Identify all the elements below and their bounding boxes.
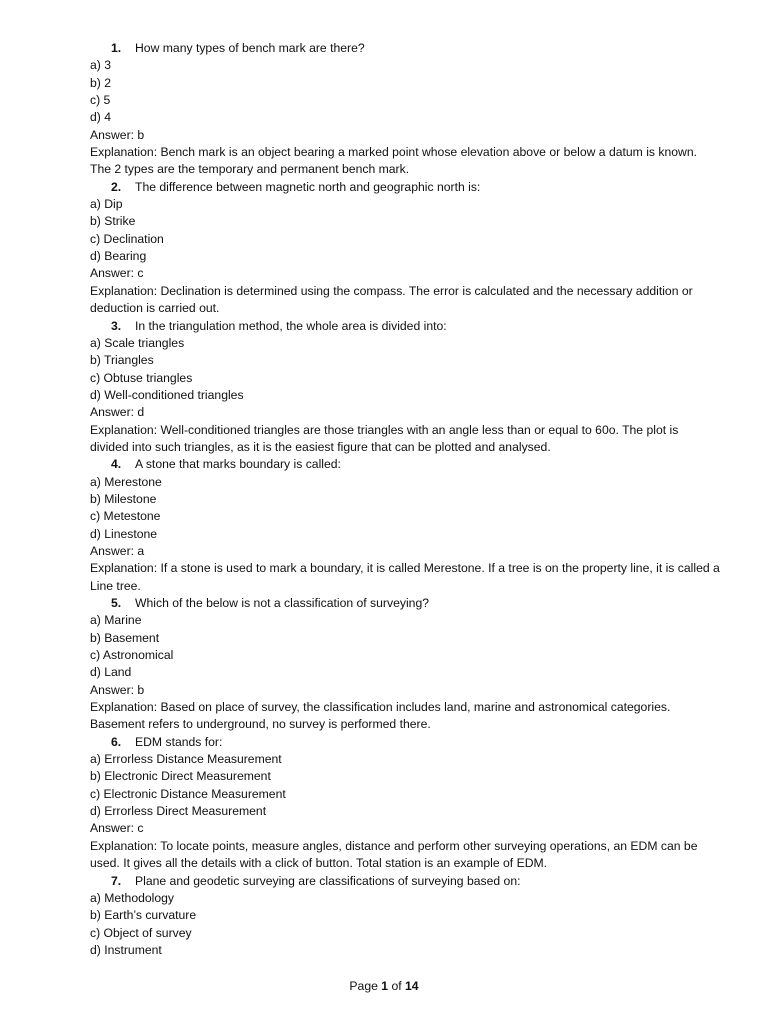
option-c: c) Declination	[90, 231, 164, 246]
question-line	[90, 40, 720, 57]
option-d: d) Instrument	[90, 942, 162, 957]
page-footer	[0, 978, 768, 995]
question-number: 2.	[111, 179, 122, 194]
option-b: b) Triangles	[90, 353, 154, 368]
page-of-label: of	[388, 979, 405, 993]
explanation-text: Explanation: To locate points, measure angles, distance and perform other surveying operations, an EDM can be used. It gives all the details with a click of button. Total station is an example of EDM.	[90, 838, 698, 871]
option-b: b) Electronic Direct Measurement	[90, 769, 271, 784]
answer-line: Answer: b	[90, 682, 145, 697]
option-a: a) Errorless Distance Measurement	[90, 752, 282, 767]
question-block	[90, 40, 720, 179]
explanation-text: Explanation: Declination is determined using the compass. The error is calculated and the necessary addition or deduction is carried out.	[90, 283, 693, 316]
document-page	[90, 40, 720, 959]
total-page-count: 14	[405, 979, 419, 993]
option-d: d) 4	[90, 110, 112, 125]
option-b: b) 2	[90, 75, 112, 90]
option-c: c) Object of survey	[90, 925, 192, 940]
explanation-text: Explanation: Bench mark is an object bearing a marked point whose elevation above or below a datum is known. The 2 types are the temporary and permanent bench mark.	[90, 145, 698, 177]
option-c: c) 5	[90, 93, 111, 108]
question-block	[90, 179, 720, 318]
question-number: 4.	[111, 457, 122, 472]
option-d: d) Linestone	[90, 526, 158, 541]
option-a: a) Marine	[90, 613, 142, 628]
question-block	[90, 595, 720, 734]
option-d: d) Errorless Direct Measurement	[90, 804, 267, 819]
question-line	[90, 318, 720, 335]
question-text: In the triangulation method, the whole area is divided into:	[135, 318, 447, 333]
option-d: d) Land	[90, 665, 132, 680]
option-a: a) 3	[90, 58, 112, 73]
question-block	[90, 734, 720, 873]
option-a: a) Merestone	[90, 474, 162, 489]
option-b: b) Basement	[90, 630, 160, 645]
question-block	[90, 318, 720, 457]
question-text: How many types of bench mark are there?	[135, 41, 365, 55]
question-text: Which of the below is not a classification of surveying?	[135, 596, 429, 610]
answer-line: Answer: c	[90, 266, 144, 281]
question-text: A stone that marks boundary is called:	[135, 457, 341, 472]
explanation-text: Explanation: Well-conditioned triangles are those triangles with an angle less than or equal to 60o. The plot is divided into such triangles, as it is the easiest figure that can be plotted and analysed.	[90, 422, 679, 454]
answer-line: Answer: d	[90, 405, 145, 420]
option-b: b) Earth’s curvature	[90, 908, 197, 923]
option-b: b) Milestone	[90, 491, 157, 506]
question-line	[90, 179, 720, 196]
option-b: b) Strike	[90, 214, 136, 229]
question-line	[90, 595, 720, 612]
question-block	[90, 456, 720, 595]
current-page-number: 1	[381, 979, 389, 993]
option-c: c) Astronomical	[90, 648, 174, 663]
question-block	[90, 873, 720, 960]
option-c: c) Metestone	[90, 509, 161, 524]
question-line	[90, 456, 720, 473]
question-line	[90, 734, 720, 751]
question-number: 7.	[111, 873, 122, 888]
answer-line: Answer: a	[90, 543, 145, 558]
explanation-text: Explanation: Based on place of survey, the classification includes land, marine and astronomical categories. Basement refers to underground, no survey is performed there.	[90, 700, 671, 732]
answer-line: Answer: b	[90, 127, 145, 142]
question-line	[90, 873, 720, 890]
option-c: c) Electronic Distance Measurement	[90, 786, 286, 801]
explanation-text: Explanation: If a stone is used to mark a boundary, it is called Merestone. If a tree is on the property line, it is called a Line tree.	[90, 561, 720, 593]
option-a: a) Dip	[90, 197, 123, 212]
option-d: d) Bearing	[90, 249, 147, 264]
question-text: The difference between magnetic north and geographic north is:	[135, 179, 481, 194]
question-number: 3.	[111, 318, 122, 333]
option-a: a) Scale triangles	[90, 335, 185, 350]
option-a: a) Methodology	[90, 890, 175, 905]
answer-line: Answer: c	[90, 821, 144, 836]
question-text: Plane and geodetic surveying are classifications of surveying based on:	[135, 873, 521, 888]
question-number: 1.	[111, 41, 122, 55]
question-number: 6.	[111, 734, 122, 749]
option-c: c) Obtuse triangles	[90, 370, 193, 385]
question-number: 5.	[111, 596, 122, 610]
option-d: d) Well-conditioned triangles	[90, 387, 244, 402]
page-label: Page	[349, 979, 382, 993]
question-text: EDM stands for:	[135, 734, 223, 749]
